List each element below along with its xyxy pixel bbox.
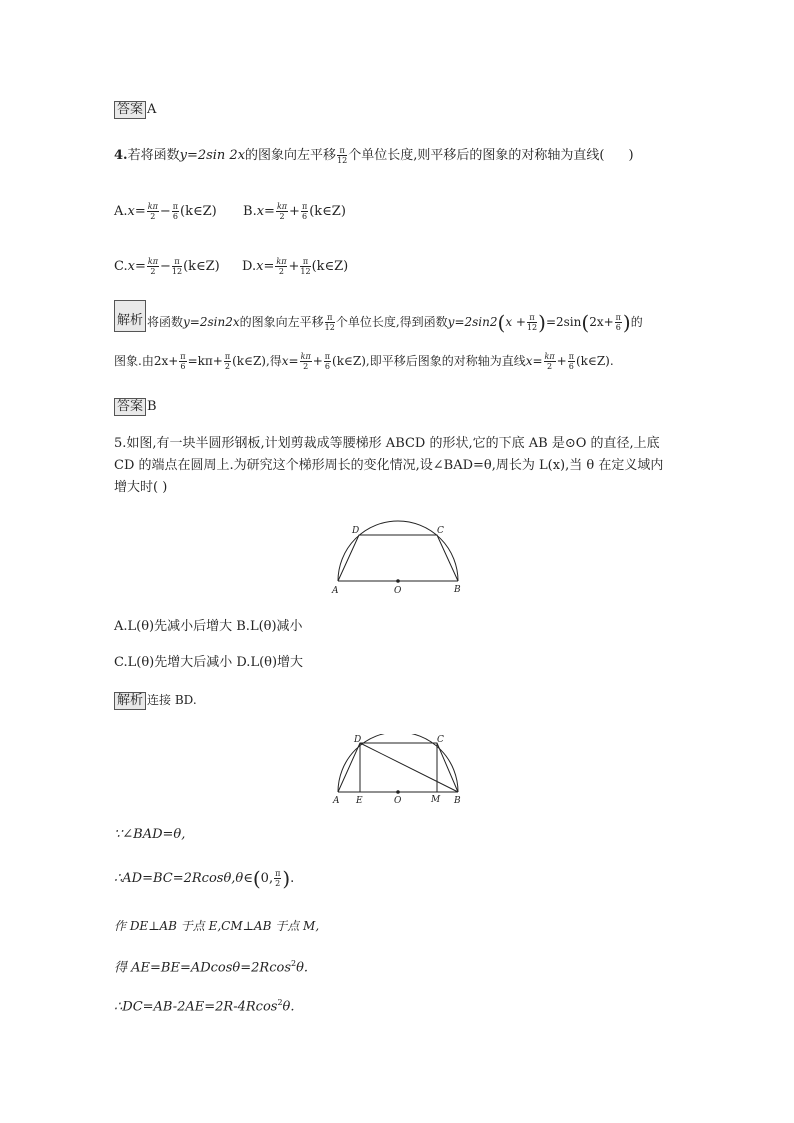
- label-o: O: [394, 586, 402, 596]
- figure-semicircle-trapezoid: [330, 520, 466, 600]
- question-5-stem: 5.如图,有一块半圆形钢板,计划剪裁成等腰梯形 ABCD 的形状,它的下底 AB 是⊙O 的直径,上底 CD 的端点在圆周上.为研究这个梯形周长的变化情况,设∠BAD=θ,周长为 L(x),当 θ 在定义域内 增大时( ): [114, 436, 664, 495]
- solution-tag: 解析: [114, 300, 146, 332]
- label-a: A: [333, 796, 340, 806]
- label-c: C: [437, 735, 444, 745]
- question-5-options-cd: C.L(θ)先增大后减小 D.L(θ)增大: [114, 655, 304, 670]
- solution-4-line-2: 图象.由2x+ $\frac{\pi}{6}$ =kπ+ $\frac{\pi}{2}$ (k∈Z),得x= $\frac{k\pi}{2}$ + $\frac{\pi}{6}$ (k∈Z),即平移后图象的对称轴为直线x= $\frac{k\pi}{2}$ + $\frac{\pi}{6}$ (k∈Z).: [114, 352, 614, 371]
- label-o: O: [394, 796, 402, 806]
- solution-5-step-4: 得 AE=BE=ADcosθ=2Rcos$^2$θ.: [114, 959, 309, 976]
- option-c: C.x= $\frac{k\pi}{2}$ − $\frac{\pi}{12}$ (k∈Z): [114, 257, 220, 276]
- solution-5-step-1: ∵∠BAD=θ,: [114, 827, 186, 842]
- option-d: D.x= $\frac{k\pi}{2}$ + $\frac{\pi}{12}$ (k∈Z): [242, 257, 349, 276]
- solution-tag: 解析: [114, 692, 146, 710]
- question-5-options-ab: A.L(θ)先减小后增大 B.L(θ)减小: [114, 619, 303, 634]
- label-b: B: [454, 585, 461, 595]
- label-d: D: [352, 526, 360, 536]
- label-d: D: [354, 735, 362, 745]
- option-b: B.x= $\frac{k\pi}{2}$ + $\frac{\pi}{6}$ (k∈Z): [243, 202, 346, 221]
- answer-tag: 答案: [114, 398, 146, 416]
- label-a: A: [332, 586, 339, 596]
- solution-5-line-1: 解析 连接 BD.: [114, 691, 197, 710]
- fraction: $\frac{\pi}{12}$: [337, 146, 348, 165]
- solution-5-step-5: ∴DC=AB-2AE=2R-4Rcos$^2$θ.: [114, 998, 295, 1015]
- answer-tag: 答案: [114, 101, 146, 119]
- answer-line-2: [114, 398, 157, 416]
- label-c: C: [437, 526, 444, 536]
- question-4-options-cd: [114, 257, 348, 276]
- label-m: M: [431, 795, 441, 805]
- label-e: E: [356, 796, 363, 806]
- question-4-stem: 4.若将函数y=2sin 2x的图象向左平移 $\frac{\pi}{12}$ 个单位长度,则平移后的图象的对称轴为直线( ): [114, 146, 634, 165]
- answer-value: B: [147, 399, 157, 414]
- figure-semicircle-trapezoid-with-heights: [330, 734, 466, 806]
- option-a: A.x= $\frac{k\pi}{2}$ − $\frac{\pi}{6}$ (k∈Z): [114, 202, 217, 221]
- solution-5-step-2: ∴AD=BC=2Rcosθ,θ∈(0, $\frac{\pi}{2}$ ).: [114, 866, 295, 891]
- question-4-options-ab: [114, 202, 346, 221]
- solution-5-step-3: 作 DE⊥AB 于点 E,CM⊥AB 于点 M,: [114, 919, 320, 933]
- label-b: B: [454, 796, 461, 806]
- solution-4-line-1: 解析 将函数y=2sin2x的图象向左平移 $\frac{\pi}{12}$ 个单位长度,得到函数y=2sin2(x + $\frac{\pi}{12}$ )=2sin(2x+ $\frac{\pi}{6}$ )的: [114, 300, 643, 332]
- answer-line-1: [114, 101, 156, 119]
- answer-value: A: [147, 102, 157, 117]
